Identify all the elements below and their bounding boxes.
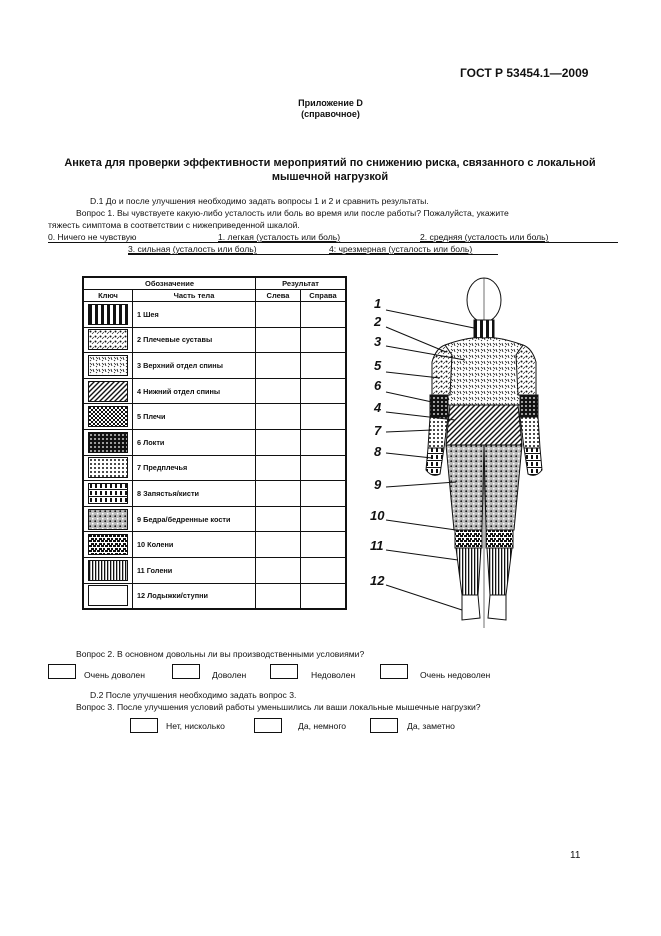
upper-back-region	[445, 338, 523, 405]
right-result-cell[interactable]	[301, 429, 347, 455]
q2-checkbox-dissatisfied[interactable]	[270, 664, 298, 679]
left-result-cell[interactable]	[256, 327, 301, 353]
part-label: 2 Плечевые суставы	[133, 327, 256, 353]
table-row	[83, 353, 346, 379]
figure-label: 2	[374, 314, 382, 329]
left-result-cell[interactable]	[256, 404, 301, 430]
appendix-heading	[0, 98, 661, 120]
right-result-cell[interactable]	[301, 404, 347, 430]
scale-line-2	[128, 254, 498, 255]
left-result-cell[interactable]	[256, 302, 301, 328]
q3-text: Вопрос 3. После улучшения условий работы уменьшились ли ваши локальные мышечные нагрузки?	[76, 702, 481, 712]
figure-label: 9	[374, 477, 382, 492]
scale-2: 2. средняя (усталость или боль)	[420, 232, 549, 242]
shoulder-joints-pattern-icon	[88, 329, 128, 350]
figure-label: 1	[374, 296, 382, 311]
shins-pattern-icon	[88, 560, 128, 581]
elbow-right-region	[520, 395, 538, 417]
page-number: 11	[570, 850, 581, 861]
figure-label: 5	[374, 358, 382, 373]
standard-number: ГОСТ Р 53454.1—2009	[460, 66, 589, 80]
table-row	[83, 404, 346, 430]
scale-line-1	[48, 242, 618, 243]
right-result-cell[interactable]	[301, 327, 347, 353]
part-label: 3 Верхний отдел спины	[133, 353, 256, 379]
body-parts-table	[82, 276, 347, 610]
header-result: Результат	[256, 277, 347, 290]
table-row	[83, 532, 346, 558]
part-label: 4 Нижний отдел спины	[133, 378, 256, 404]
table-row	[83, 302, 346, 328]
part-label: 10 Колени	[133, 532, 256, 558]
right-result-cell[interactable]	[301, 557, 347, 583]
table-row	[83, 327, 346, 353]
figure-label: 11	[370, 538, 384, 553]
part-label: 6 Локти	[133, 429, 256, 455]
foot-right-region	[488, 595, 506, 620]
key-cell	[83, 353, 133, 379]
header-part: Часть тела	[133, 290, 256, 302]
q3-option-label: Да, немного	[298, 721, 347, 731]
upper-back-pattern-icon	[88, 355, 128, 376]
right-result-cell[interactable]	[301, 506, 347, 532]
left-result-cell[interactable]	[256, 429, 301, 455]
left-result-cell[interactable]	[256, 583, 301, 609]
key-cell	[83, 506, 133, 532]
shoulder-left-region	[432, 345, 452, 395]
right-result-cell[interactable]	[301, 583, 347, 609]
hips-pattern-icon	[88, 509, 128, 530]
hand-right-region	[524, 448, 542, 475]
scale-1: 1. легкая (усталость или боль)	[218, 232, 341, 242]
knees-pattern-icon	[88, 534, 128, 555]
left-result-cell[interactable]	[256, 557, 301, 583]
figure-label: 7	[374, 423, 382, 438]
key-cell	[83, 583, 133, 609]
elbow-left-region	[430, 395, 448, 417]
neck-pattern-icon	[88, 304, 128, 325]
knee-left-region	[455, 530, 482, 548]
q1-line1: Вопрос 1. Вы чувствуете какую-либо усталость или боль во время или после работы? Пожалуйста, укажите	[76, 208, 509, 218]
key-cell	[83, 404, 133, 430]
header-key: Ключ	[83, 290, 133, 302]
figure-label: 8	[374, 444, 382, 459]
q2-option-label: Очень доволен	[84, 670, 145, 680]
d2-text: D.2 После улучшения необходимо задать вопрос 3.	[90, 690, 297, 700]
shoulder-right-region	[516, 345, 536, 395]
right-result-cell[interactable]	[301, 353, 347, 379]
body-figure	[360, 268, 560, 628]
key-cell	[83, 455, 133, 481]
d1-text: D.1 До и после улучшения необходимо задать вопросы 1 и 2 и сравнить результаты.	[90, 196, 429, 206]
appendix-subtitle: (справочное)	[301, 109, 360, 119]
table-row	[83, 583, 346, 609]
left-result-cell[interactable]	[256, 481, 301, 507]
scale-4: 4: чрезмерная (усталость или боль)	[329, 244, 473, 254]
left-result-cell[interactable]	[256, 378, 301, 404]
scale-3-b: (усталость или боль)	[172, 244, 257, 254]
q3-checkbox-noticeably[interactable]	[370, 718, 398, 733]
hand-left-region	[426, 448, 444, 475]
shin-right-region	[487, 548, 512, 595]
q2-text: Вопрос 2. В основном довольны ли вы производственными условиями?	[76, 649, 365, 659]
q3-option-label: Нет, нисколько	[166, 721, 225, 731]
q2-checkbox-satisfied[interactable]	[172, 664, 200, 679]
q2-checkbox-very-satisfied[interactable]	[48, 664, 76, 679]
ankles-pattern-icon	[88, 585, 128, 606]
part-label: 7 Предплечья	[133, 455, 256, 481]
right-result-cell[interactable]	[301, 532, 347, 558]
lower-back-region	[446, 405, 522, 445]
table-row	[83, 378, 346, 404]
scale-0: 0. Ничего не чувствую	[48, 232, 137, 242]
key-cell	[83, 557, 133, 583]
figure-label: 3	[374, 334, 382, 349]
thigh-left-region	[446, 445, 484, 530]
header-left: Слева	[256, 290, 301, 302]
q3-checkbox-not-at-all[interactable]	[130, 718, 158, 733]
part-label: 11 Голени	[133, 557, 256, 583]
q3-option-label: Да, заметно	[407, 721, 455, 731]
thigh-right-region	[484, 445, 522, 530]
header-designation: Обозначение	[83, 277, 256, 290]
key-cell	[83, 481, 133, 507]
scale-0-underline	[48, 232, 158, 242]
key-cell	[83, 378, 133, 404]
neck-region	[474, 320, 494, 338]
table-row	[83, 481, 346, 507]
forearms-pattern-icon	[88, 457, 128, 478]
key-cell	[83, 532, 133, 558]
table-row	[83, 455, 346, 481]
header-right: Справа	[301, 290, 347, 302]
part-label: 8 Запястья/кисти	[133, 481, 256, 507]
right-result-cell[interactable]	[301, 455, 347, 481]
left-result-cell[interactable]	[256, 506, 301, 532]
right-result-cell[interactable]	[301, 481, 347, 507]
q3-checkbox-a-little[interactable]	[254, 718, 282, 733]
forearm-right-region	[520, 417, 540, 448]
q2-option-label: Недоволен	[311, 670, 356, 680]
q2-option-label: Очень недоволен	[420, 670, 491, 680]
forearm-left-region	[428, 417, 448, 448]
q1-line2: тяжесть симптома в соответствии с нижеприведенной шкалой.	[48, 220, 300, 230]
left-result-cell[interactable]	[256, 532, 301, 558]
key-cell	[83, 302, 133, 328]
left-result-cell[interactable]	[256, 353, 301, 379]
shoulders-pattern-icon	[88, 406, 128, 427]
q2-option-label: Доволен	[212, 670, 247, 680]
part-label: 9 Бедра/бедренные кости	[133, 506, 256, 532]
part-label: 12 Лодыжки/ступни	[133, 583, 256, 609]
table-row	[83, 557, 346, 583]
figure-label: 4	[374, 400, 382, 415]
form-title: Анкета для проверки эффективности мероприятий по снижению риска, связанного с локальной мышечной нагрузкой	[64, 157, 596, 183]
part-label: 5 Плечи	[133, 404, 256, 430]
figure-label: 12	[370, 573, 385, 588]
right-result-cell[interactable]	[301, 302, 347, 328]
appendix-title: Приложение D	[298, 98, 363, 108]
lower-back-pattern-icon	[88, 381, 128, 402]
left-result-cell[interactable]	[256, 455, 301, 481]
figure-label: 6	[374, 378, 382, 393]
foot-left-region	[462, 595, 480, 620]
key-cell	[83, 429, 133, 455]
elbows-pattern-icon	[88, 432, 128, 453]
shin-left-region	[456, 548, 481, 595]
wrists-pattern-icon	[88, 483, 128, 504]
key-cell	[83, 327, 133, 353]
right-result-cell[interactable]	[301, 378, 347, 404]
scale-3-a: 3. сильная	[128, 244, 171, 254]
table-row	[83, 429, 346, 455]
table-row	[83, 506, 346, 532]
knee-right-region	[486, 530, 513, 548]
q2-checkbox-very-dissatisfied[interactable]	[380, 664, 408, 679]
figure-label: 10	[370, 508, 385, 523]
part-label: 1 Шея	[133, 302, 256, 328]
